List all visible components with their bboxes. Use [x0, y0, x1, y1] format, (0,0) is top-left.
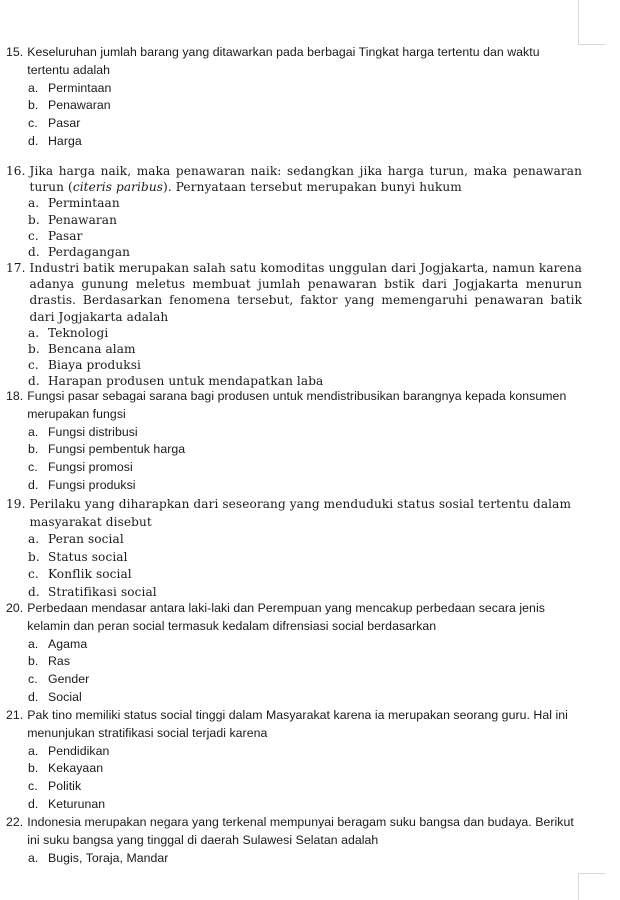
question-stem	[6, 707, 582, 743]
question-21	[6, 707, 582, 814]
option-d[interactable]: d. Keturunan	[28, 796, 106, 811]
options-list	[28, 424, 582, 495]
option-c[interactable]: c. Pasar	[28, 116, 81, 131]
option-a[interactable]: a. Agama	[28, 636, 88, 651]
option-a[interactable]: a. Fungsi distribusi	[28, 424, 138, 439]
question-text: Keseluruhan jumlah barang yang ditawarkan pada berbagai Tingkat harga tertentu dan waktu tertentu adalah	[27, 45, 540, 77]
question-stem	[6, 388, 582, 424]
question-number: 15.	[6, 45, 24, 59]
question-16	[6, 163, 582, 260]
options-list	[28, 325, 582, 390]
option-a[interactable]: a. Pendidikan	[28, 743, 110, 758]
question-stem	[6, 260, 582, 325]
option-a[interactable]: a. Bugis, Toraja, Mandar	[28, 850, 169, 865]
question-22	[6, 814, 582, 867]
page-corner-top	[578, 0, 605, 45]
option-c[interactable]: c. Pasar	[28, 228, 83, 243]
option-c[interactable]: c. Fungsi promosi	[28, 460, 133, 475]
options-list	[28, 531, 582, 601]
option-b[interactable]: b. Kekayaan	[28, 761, 104, 776]
question-number: 20.	[6, 601, 24, 615]
option-d[interactable]: d. Perdagangan	[28, 245, 131, 260]
option-a[interactable]: a. Permintaan	[28, 196, 120, 211]
question-15	[6, 44, 582, 151]
option-d[interactable]: d. Harapan produsen untuk mendapatkan laba	[28, 374, 324, 389]
question-number: 16.	[6, 164, 26, 178]
options-list	[28, 850, 582, 868]
options-list	[28, 80, 582, 151]
question-number: 17.	[6, 261, 26, 275]
question-stem	[6, 163, 582, 195]
question-18	[6, 388, 582, 495]
question-stem	[6, 44, 582, 80]
option-a[interactable]: a. Peran social	[28, 532, 124, 547]
question-stem	[6, 600, 582, 636]
option-d[interactable]: d. Social	[28, 689, 82, 704]
question-20	[6, 600, 582, 707]
question-number: 19.	[6, 497, 26, 511]
question-text: Pak tino memiliki status social tinggi dalam Masyarakat karena ia merupakan seorang guru. Hal ini menunjukan stratifikasi social terjadi karena	[27, 708, 568, 740]
question-17	[6, 260, 582, 390]
question-number: 21.	[6, 708, 24, 722]
option-b[interactable]: b. Ras	[28, 654, 71, 669]
option-b[interactable]: b. Bencana alam	[28, 342, 136, 357]
option-d[interactable]: d. Fungsi produksi	[28, 477, 136, 492]
question-number: 22.	[6, 815, 24, 829]
option-c[interactable]: c. Konflik social	[28, 567, 132, 582]
question-text: Perbedaan mendasar antara laki-laki dan Perempuan yang mencakup perbedaan secara jenis kelamin dan peran social termasuk kedalam difrensiasi social berdasarkan	[27, 601, 545, 633]
question-text: Indonesia merupakan negara yang terkenal mempunyai beragam suku bangsa dan budaya. Berikut ini suku bangsa yang tinggal di daerah Sulawesi Selatan adalah	[27, 815, 574, 847]
option-a[interactable]: a. Teknologi	[28, 325, 109, 340]
option-b[interactable]: b. Status social	[28, 549, 128, 564]
option-c[interactable]: c. Biaya produksi	[28, 358, 141, 373]
question-19	[6, 496, 582, 602]
question-text: Industri batik merupakan salah satu komoditas unggulan dari Jogjakarta, namun karena adanya gunung meletus membuat jumlah penawaran bstik dari Jogjakarta menurun drastis. Berdasarkan fenomena tersebut, faktor yang memengaruhi penawaran batik dari Jogjakarta adalah	[29, 261, 582, 324]
page-corner-bottom	[578, 873, 605, 900]
option-b[interactable]: b. Fungsi pembentuk harga	[28, 442, 186, 457]
option-b[interactable]: b. Penawaran	[28, 98, 111, 113]
option-c[interactable]: c. Politik	[28, 779, 82, 794]
option-d[interactable]: d. Stratifikasi social	[28, 584, 157, 599]
question-text: Fungsi pasar sebagai sarana bagi produsen untuk mendistribusikan barangnya kepada konsumen merupakan fungsi	[27, 389, 567, 421]
options-list	[28, 195, 582, 260]
option-b[interactable]: b. Penawaran	[28, 212, 117, 227]
option-d[interactable]: d. Harga	[28, 133, 82, 148]
options-list	[28, 636, 582, 707]
options-list	[28, 743, 582, 814]
question-text: Perilaku yang diharapkan dari seseorang yang menduduki status sosial tertentu dalam masyarakat disebut	[29, 497, 572, 529]
option-a[interactable]: a. Permintaan	[28, 80, 112, 95]
question-text: Jika harga naik, maka penawaran naik: sedangkan jika harga turun, maka penawaran turun (citeris paribus). Pernyataan tersebut merupakan bunyi hukum	[29, 164, 582, 195]
question-stem	[6, 814, 582, 850]
option-c[interactable]: c. Gender	[28, 672, 90, 687]
question-number: 18.	[6, 389, 24, 403]
question-stem	[6, 496, 582, 531]
